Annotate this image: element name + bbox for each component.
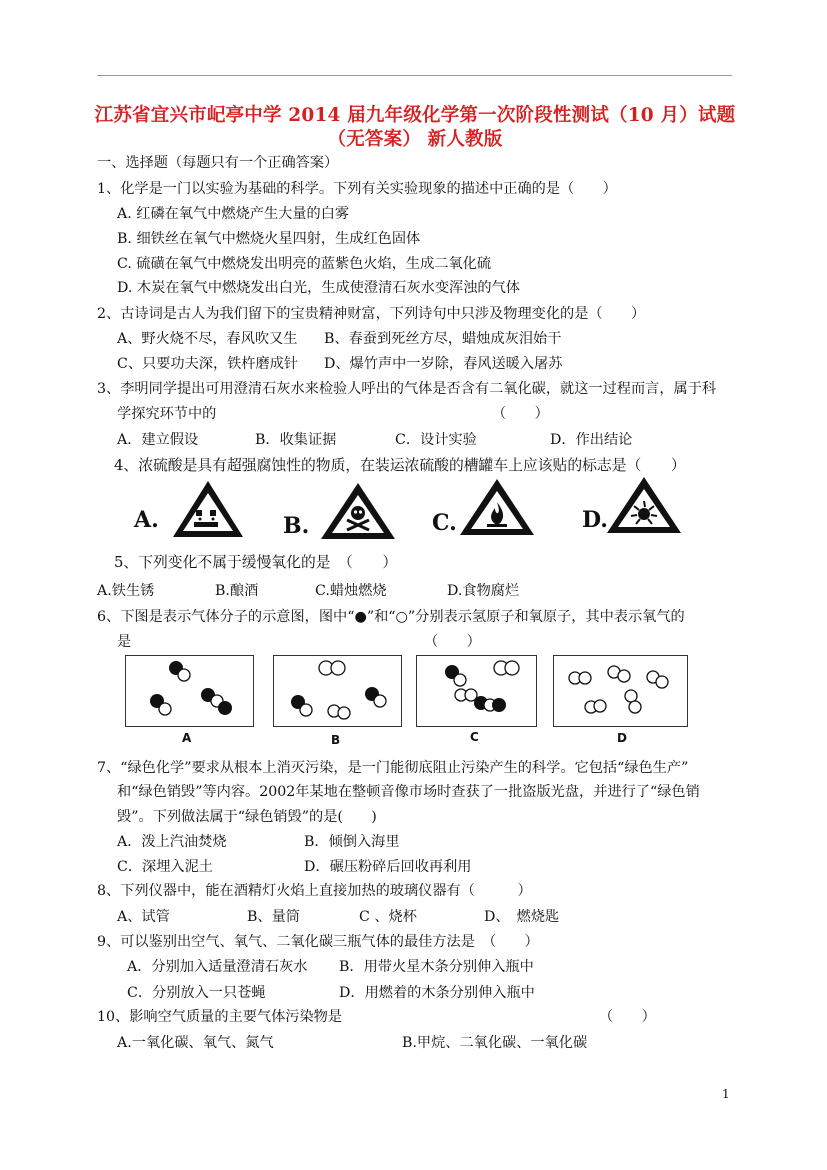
molecule-label-c: C [470, 730, 479, 744]
q7-option-c: C．深埋入泥土 [117, 859, 213, 875]
q8-option-c: C 、烧杯 [359, 909, 417, 925]
molecule-label-b: B [331, 733, 341, 747]
q2-option-b: B、春蚕到死丝方尽，蜡烛成灰泪始干 [324, 331, 562, 347]
q4-label-a: A. [134, 507, 159, 533]
q8-option-a: A、试管 [117, 909, 170, 925]
q3-option-d: D．作出结论 [550, 432, 633, 448]
q10-stem: 10、影响空气质量的主要气体污染物是 [97, 1009, 343, 1025]
q3-option-a: A．建立假设 [117, 432, 199, 448]
q3-stem-2: 学探究环节中的 [117, 406, 217, 422]
corrosive-sign-icon [170, 478, 246, 540]
molecule-label-a: A [182, 731, 192, 745]
molecule-box-b [273, 655, 402, 727]
q2-stem: 2、古诗词是古人为我们留下的宝贵精神财富，下列诗句中只涉及物理变化的是（ ） [97, 306, 646, 322]
doc-subtitle: （无答案） 新人教版 [327, 129, 503, 150]
q1-stem: 1、化学是一门以实验为基础的科学。下列有关实验现象的描述中正确的是（ ） [97, 181, 617, 197]
q5-stem: 5、下列变化不属于缓慢氧化的是 （ ） [114, 554, 398, 571]
molecule-label-d: D [617, 731, 627, 745]
page-number: 1 [722, 1087, 730, 1101]
q1-option-d: D. 木炭在氧气中燃烧发出白光，生成使澄清石灰水变浑浊的气体 [117, 280, 520, 296]
q1-option-a: A. 红磷在氧气中燃烧产生大量的白雾 [117, 206, 350, 222]
q4-stem: 4、浓硫酸是具有超强腐蚀性的物质，在装运浓硫酸的槽罐车上应该贴的标志是（ ） [114, 457, 686, 474]
q6-stem-2: 是 [117, 634, 132, 650]
q7-option-a: A．泼上汽油焚烧 [117, 834, 227, 850]
q9-option-b: B．用带火星木条分别伸入瓶中 [339, 959, 534, 975]
q1-option-b: B. 细铁丝在氧气中燃烧火星四射，生成红色固体 [117, 231, 421, 247]
q2-option-a: A、野火烧不尽，春风吹又生 [117, 331, 298, 347]
q3-paren: （ ） [492, 406, 549, 422]
molecule-box-d [553, 655, 688, 727]
q2-option-c: C、只要功夫深，铁杵磨成针 [117, 356, 299, 372]
q9-option-a: A．分别加入适量澄清石灰水 [127, 959, 308, 975]
q4-label-b: B. [283, 513, 310, 539]
q8-option-d: D、 燃烧匙 [484, 909, 560, 925]
q6-paren: （ ） [424, 634, 481, 650]
q5-option-b: B.酿酒 [215, 583, 259, 599]
q5-option-c: C.蜡烛燃烧 [315, 583, 387, 599]
q4-label-c: C. [432, 510, 457, 536]
header-rule [97, 75, 732, 76]
q5-option-d: D.食物腐烂 [447, 583, 520, 599]
q7-stem-3: 毁”。下列做法属于“绿色销毁”的是( ) [117, 809, 377, 825]
q10-paren: （ ） [599, 1009, 656, 1025]
q9-stem: 9、可以鉴别出空气、氧气、二氧化碳三瓶气体的最佳方法是 （ ） [97, 934, 539, 950]
toxic-skull-sign-icon [318, 480, 398, 542]
q6-stem-1: 6、下图是表示气体分子的示意图，图中“●”和“○”分别表示氢原子和氧原子，其中表示氧气的 [97, 609, 685, 625]
q7-stem-2: 和“绿色销毁”等内容。2002年某地在整顿音像市场时查获了一批盗版光盘，并进行了“绿色销 [117, 784, 700, 800]
q8-stem: 8、下列仪器中，能在酒精灯火焰上直接加热的玻璃仪器有（ ） [97, 883, 532, 899]
q9-option-c: C．分别放入一只苍蝇 [127, 985, 266, 1001]
q1-option-c: C. 硫磺在氧气中燃烧发出明亮的蓝紫色火焰，生成二氧化硫 [117, 256, 492, 272]
q3-option-c: C．设计实验 [395, 432, 477, 448]
q10-option-b: B.甲烷、二氧化碳、一氧化碳 [402, 1035, 588, 1051]
q4-label-d: D. [582, 507, 608, 533]
doc-title: 江苏省宜兴市屺亭中学 2014 届九年级化学第一次阶段性测试（10 月）试题 [94, 105, 736, 126]
molecule-box-a [125, 655, 254, 727]
molecule-box-c [416, 655, 537, 727]
flammable-sign-icon [457, 476, 537, 538]
q7-stem-1: 7、“绿色化学”要求从根本上消灭污染，是一门能彻底阻止污染产生的科学。它包括“绿色生产” [97, 760, 689, 776]
q8-option-b: B、量筒 [247, 909, 300, 925]
q9-option-d: D．用燃着的木条分别伸入瓶中 [339, 985, 535, 1001]
section-heading: 一、选择题（每题只有一个正确答案） [97, 155, 339, 171]
q7-option-d: D．碾压粉碎后回收再利用 [304, 859, 472, 875]
q3-stem-1: 3、李明同学提出可用澄清石灰水来检验人呼出的气体是否含有二氧化碳，就这一过程而言，属于科 [97, 381, 717, 397]
explosive-sign-icon [604, 474, 684, 536]
q2-option-d: D、爆竹声中一岁除，春风送暖入屠苏 [324, 356, 563, 372]
q7-option-b: B．倾倒入海里 [304, 834, 400, 850]
q3-option-b: B．收集证据 [255, 432, 337, 448]
q10-option-a: A.一氧化碳、氧气、氮气 [117, 1035, 274, 1051]
q5-option-a: A.铁生锈 [97, 583, 155, 599]
